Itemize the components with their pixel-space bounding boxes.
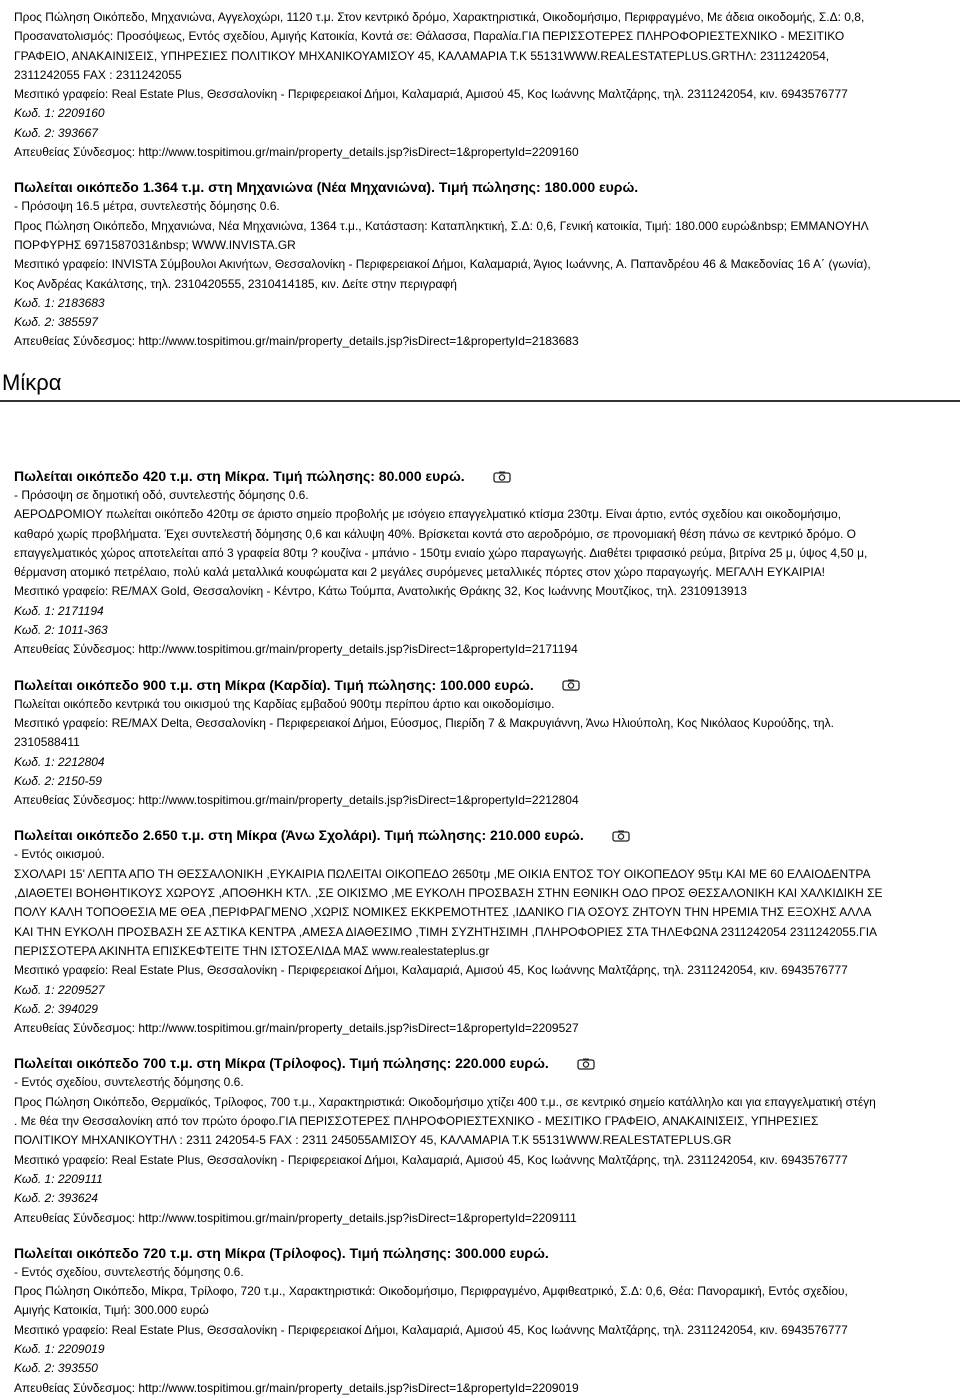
- listing-text-line: - Εντός σχεδίου, συντελεστής δόμησης 0.6.: [14, 1264, 244, 1279]
- listing: [14, 466, 944, 660]
- code-2: Κωδ. 2: 394029: [14, 1001, 98, 1016]
- direct-link[interactable]: Απευθείας Σύνδεσμος: http://www.tospitimou.gr/main/property_details.jsp?isDirect=1&propertyId=2209019: [14, 1380, 579, 1395]
- agency-line: Μεσιτικό γραφείο: Real Estate Plus, Θεσσαλονίκη - Περιφερειακοί Δήμοι, Καλαμαριά, Αμισού 45, Κος Ιωάννης Μαλτζάρης, τηλ. 2311242054, κιν. 6943576777: [14, 87, 848, 102]
- listing-text-line: Προς Πώληση Οικόπεδο, Μηχανιώνα, Νέα Μηχανιώνα, 1364 τ.μ., Κατάσταση: Καταπληκτική, Σ.Δ: 0,6, Γενική κατοικία, Τιμή: 180.000 ευρώ&nbsp; ΕΜΜΑΝΟΥΗΛ: [14, 218, 869, 233]
- direct-link[interactable]: Απευθείας Σύνδεσμος: http://www.tospitimou.gr/main/property_details.jsp?isDirect=1&propertyId=2209111: [14, 1210, 577, 1225]
- listing-mechaniona: [14, 177, 944, 351]
- agency-line: Μεσιτικό γραφείο: RE/MAX Delta, Θεσσαλονίκη - Περιφερειακοί Δήμοι, Εύοσμος, Πιερίδη 7 & Μακρυγιάννη, Άνω Ηλιούπολη, Κος Νικόλαος Κυρούδης, τηλ.: [14, 715, 834, 730]
- listing-text-line: θέρμανση ατομικό πετρέλαιο, πολύ καλά μεταλλικά κουφώματα και 2 μεγάλες συρόμενες μεταλλικές πόρτες στον χώρο παραγωγής. ΜΕΓΑΛΗ ΕΥΚΑΙΡΙΑ!: [14, 565, 825, 580]
- section-heading-mikra: [0, 368, 960, 398]
- code-2: Κωδ. 2: 393550: [14, 1361, 98, 1376]
- listing-text-line: ΑΕΡΟΔΡΟΜΙΟΥ πωλείται οικόπεδο 420τμ σε άριστο σημείο προβολής με ισόγειο επαγγελματικό κτίσμα 230τμ. Είναι άρτιο, εντός σχεδίου και οικοδομήσιμο,: [14, 507, 842, 522]
- listing-text-line: - Εντός οικισμού.: [14, 847, 105, 862]
- listing-text-line: Προς Πώληση Οικόπεδο, Μηχανιώνα, Αγγελοχώρι, 1120 τ.μ. Στον κεντρικό δρόμο, Χαρακτηριστικά, Οικοδομήσιμο, Περιφραγμένο, Με άδεια οικοδομής, Σ.Δ: 0,8,: [14, 10, 865, 24]
- listing-text-line: ΠΟΛΥ ΚΑΛΗ ΤΟΠΟΘΕΣΙΑ ΜΕ ΘΕΑ ,ΠΕΡΙΦΡΑΓΜΕΝΟ ,ΧΩΡΙΣ ΝΟΜΙΚΕΣ ΕΚΚΡΕΜΟΤΗΤΕΣ ,ΙΔΑΝΙΚΟ ΓΙΑ ΟΣΟΥΣ ΖΗΤΟΥΝ ΤΗΝ ΗΡΕΜΙΑ ΤΗΣ ΕΞΟΧΗΣ ΑΛΛΑ: [14, 905, 872, 920]
- direct-link[interactable]: Απευθείας Σύνδεσμος: http://www.tospitimou.gr/main/property_details.jsp?isDirect=1&propertyId=2209527: [14, 1021, 579, 1036]
- listing-title[interactable]: Πωλείται οικόπεδο 2.650 τ.μ. στη Μίκρα (Άνω Σχολάρι). Τιμή πώλησης: 210.000 ευρώ.: [14, 827, 584, 844]
- listing: [14, 825, 944, 1038]
- listing-text-line: ΣΧΟΛΑΡΙ 15' ΛΕΠΤΑ ΑΠΟ ΤΗ ΘΕΣΣΑΛΟΝΙΚΗ ,ΕΥΚΑΙΡΙΑ ΠΩΛΕΙΤΑΙ ΟΙΚΟΠΕΔΟ 2650τμ ,ΜΕ ΟΙΚΙΑ ΕΝΤΟΣ ΤΟΥ ΟΙΚΟΠΕΔΟΥ 95τμ ΚΑΙ ΜΕ 60 ΕΛΑΙΟΔΕΝΤΡΑ: [14, 866, 871, 881]
- code-1: Κωδ. 1: 2209111: [14, 1171, 103, 1186]
- listing-title[interactable]: Πωλείται οικόπεδο 900 τ.μ. στη Μίκρα (Καρδία). Τιμή πώλησης: 100.000 ευρώ.: [14, 676, 534, 693]
- code-1: Κωδ. 1: 2183683: [14, 295, 105, 310]
- listing-text-line: Προς Πώληση Οικόπεδο, Μίκρα, Τρίλοφο, 720 τ.μ., Χαρακτηριστικά: Οικοδομήσιμο, Περιφραγμένο, Αμφιθεατρικό, Σ.Δ: 0,6, Θέα: Πανοραμική, Εντός σχεδίου,: [14, 1284, 848, 1299]
- listing-text-line: ΓΡΑΦΕΙΟ, ΑΝΑΚΑΙΝΙΣΕΙΣ, ΥΠΗΡΕΣΙΕΣ ΠΟΛΙΤΙΚΟΥ ΜΗΧΑΝΙΚΟΥΑΜΙΣΟΥ 45, ΚΑΛΑΜΑΡΙΑ Τ.Κ 55131WWW.REALESTATEPLUS.GRΤΗΛ: 2311242054,: [14, 48, 830, 63]
- code-2: Κωδ. 2: 385597: [14, 315, 98, 330]
- listing-title[interactable]: Πωλείται οικόπεδο 720 τ.μ. στη Μίκρα (Τρίλοφος). Τιμή πώλησης: 300.000 ευρώ.: [14, 1244, 549, 1261]
- camera-icon[interactable]: [493, 471, 511, 483]
- code-2: Κωδ. 2: 2150-59: [14, 773, 102, 788]
- listing-text-line: Αμιγής Κατοικία, Τιμή: 300.000 ευρώ: [14, 1303, 209, 1318]
- listing-text-line: ΠΟΡΦΥΡΗΣ 6971587031&nbsp; WWW.INVISTA.GR: [14, 237, 296, 252]
- listing-title[interactable]: Πωλείται οικόπεδο 420 τ.μ. στη Μίκρα. Τιμή πώλησης: 80.000 ευρώ.: [14, 468, 465, 484]
- agency-line: Μεσιτικό γραφείο: Real Estate Plus, Θεσσαλονίκη - Περιφερειακοί Δήμοι, Καλαμαριά, Αμισού 45, Κος Ιωάννης Μαλτζάρης, τηλ. 2311242054, κιν. 6943576777: [14, 1322, 848, 1337]
- listing-text-line: - Πρόσοψη σε δημοτική οδό, συντελεστής δόμησης 0.6.: [14, 488, 309, 502]
- listings-mikra: [14, 466, 944, 1398]
- listing-text-line: - Πρόσοψη 16.5 μέτρα, συντελεστής δόμησης 0.6.: [14, 199, 280, 214]
- agency-line: Μεσιτικό γραφείο: Real Estate Plus, Θεσσαλονίκη - Περιφερειακοί Δήμοι, Καλαμαριά, Αμισού 45, Κος Ιωάννης Μαλτζάρης, τηλ. 2311242054, κιν. 6943576777: [14, 1152, 848, 1167]
- code-1: Κωδ. 1: 2171194: [14, 603, 104, 618]
- listing-title[interactable]: Πωλείται οικόπεδο 700 τ.μ. στη Μίκρα (Τρίλοφος). Τιμή πώλησης: 220.000 ευρώ.: [14, 1055, 549, 1072]
- direct-link[interactable]: Απευθείας Σύνδεσμος: http://www.tospitimou.gr/main/property_details.jsp?isDirect=1&propertyId=2171194: [14, 642, 578, 657]
- camera-icon[interactable]: [577, 1058, 595, 1070]
- listing-text-line: - Εντός σχεδίου, συντελεστής δόμησης 0.6.: [14, 1075, 244, 1090]
- listing: [14, 1053, 944, 1227]
- listing-continuation: [14, 8, 944, 162]
- listing-title[interactable]: Πωλείται οικόπεδο 1.364 τ.μ. στη Μηχανιώνα (Νέα Μηχανιώνα). Τιμή πώλησης: 180.000 ευρώ.: [14, 179, 639, 196]
- code-2: Κωδ. 2: 393667: [14, 125, 98, 140]
- code-2: Κωδ. 2: 1011-363: [14, 623, 108, 638]
- code-1: Κωδ. 1: 2212804: [14, 754, 105, 769]
- agency-line: Μεσιτικό γραφείο: Real Estate Plus, Θεσσαλονίκη - Περιφερειακοί Δήμοι, Καλαμαριά, Αμισού 45, Κος Ιωάννης Μαλτζάρης, τηλ. 2311242054, κιν. 6943576777: [14, 963, 848, 978]
- code-1: Κωδ. 1: 2209019: [14, 1341, 105, 1356]
- listing-text-line: Προσανατολισμός: Προσόψεως, Εντός σχεδίου, Αμιγής Κατοικία, Κοντά σε: Θάλασσα, Παραλία.ΓΙΑ ΠΕΡΙΣΣΟΤΕΡΕΣ ΠΛΗΡΟΦΟΡΙΕΣΤΕΧΝΙΚΟ - ΜΕΣΙΤΙΚΟ: [14, 29, 845, 44]
- code-1: Κωδ. 1: 2209527: [14, 982, 105, 997]
- listing-text-line: ΠΕΡΙΣΣΟΤΕΡΑ ΑΚΙΝΗΤΑ ΕΠΙΣΚΕΦΤΕΙΤΕ ΤΗΝ ΙΣΤΟΣΕΛΙΔΑ ΜΑΣ www.realestateplus.gr: [14, 943, 490, 958]
- listing-text-line: Πωλείται οικόπεδο κεντρικά του οικισμού της Καρδίας εμβαδού 900τμ περίπου άρτιο και οικοδομίσιμο.: [14, 696, 555, 711]
- listing-text-line: επαγγελματικός χώρος αποτελείται από 3 γραφεία 80τμ ? κουζίνα - μπάνιο - 150τμ ενιαίο χώρο παραγωγής. Διαθέτει τριφασικό ρεύμα, βιτρίνα 25 μ, ύψος 4,50 μ,: [14, 545, 868, 560]
- code-1: Κωδ. 1: 2209160: [14, 106, 105, 121]
- listing-text-line: Προς Πώληση Οικόπεδο, Θερμαϊκός, Τρίλοφος, 700 τ.μ., Χαρακτηριστικά: Οικοδομήσιμο χτίζει 400 τ.μ., σε κεντρικό σημείο κατάλληλο και για επαγγελματική στέγη: [14, 1094, 876, 1109]
- direct-link[interactable]: Απευθείας Σύνδεσμος: http://www.tospitimou.gr/main/property_details.jsp?isDirect=1&propertyId=2183683: [14, 334, 579, 349]
- agency-line: 2310588411: [14, 735, 80, 750]
- document-page: [14, 8, 944, 352]
- agency-line: Μεσιτικό γραφείο: INVISTA Σύμβουλοι Ακινήτων, Θεσσαλονίκη - Περιφερειακοί Δήμοι, Καλαμαριά, Άγιος Ιωάννης, Α. Παπανδρέου 46 & Μακεδονίας 16 Α΄ (γωνία),: [14, 257, 871, 272]
- listing-text-line: ΚΑΙ ΤΗΝ ΕΥΚΟΛΗ ΠΡΟΣΒΑΣΗ ΣΕ ΑΣΤΙΚΑ ΚΕΝΤΡΑ ,ΑΜΕΣΑ ΔΙΑΘΕΣΙΜΟ ,ΤΙΜΗ ΣΥΖΗΤΗΣΙΜΗ ,ΠΛΗΡΟΦΟΡΙΕΣ ΣΤΑ ΤΗΛΕΦΩΝΑ 2311242054 2311242055.ΓΙΑ: [14, 924, 878, 939]
- section-divider: [0, 400, 960, 402]
- direct-link[interactable]: Απευθείας Σύνδεσμος: http://www.tospitimou.gr/main/property_details.jsp?isDirect=1&propertyId=2212804: [14, 793, 579, 808]
- section-title: Μίκρα: [2, 370, 62, 395]
- camera-icon[interactable]: [562, 679, 580, 691]
- listing-text-line: ,ΔΙΑΘΕΤΕΙ ΒΟΗΘΗΤΙΚΟΥΣ ΧΩΡΟΥΣ ,ΑΠΟΘΗΚΗ ΚΤΛ. ,ΣΕ ΟΙΚΙΣΜΟ ,ΜΕ ΕΥΚΟΛΗ ΠΡΟΣΒΑΣΗ ΣΤΗΝ ΕΘΝΙΚΗ ΟΔΟ ΠΡΟΣ ΘΕΣΣΑΛΟΝΙΚΗ ΚΑΙ ΧΑΛΚΙΔΙΚΗ ΣΕ: [14, 886, 883, 901]
- listing-text-line: 2311242055 FAX : 2311242055: [14, 67, 182, 82]
- camera-icon[interactable]: [612, 830, 630, 842]
- direct-link[interactable]: Απευθείας Σύνδεσμος: http://www.tospitimou.gr/main/property_details.jsp?isDirect=1&propertyId=2209160: [14, 145, 579, 160]
- listing-text-line: . Με θέα την Θεσσαλονίκη από τον πρώτο όροφο.ΓΙΑ ΠΕΡΙΣΣΟΤΕΡΕΣ ΠΛΗΡΟΦΟΡΙΕΣΤΕΧΝΙΚΟ - ΜΕΣΙΤΙΚΟ ΓΡΑΦΕΙΟ, ΑΝΑΚΑΙΝΙΣΕΙΣ, ΥΠΗΡΕΣΙΕΣ: [14, 1114, 819, 1129]
- agency-line: Μεσιτικό γραφείο: RE/MAX Gold, Θεσσαλονίκη - Κέντρο, Κάτω Τούμπα, Ανατολικής Θράκης 32, Κος Ιωάννης Μουτζίκος, τηλ. 2310913913: [14, 584, 747, 599]
- listing: [14, 1243, 944, 1398]
- listing: [14, 675, 944, 811]
- listing-text-line: ΠΟΛΙΤΙΚΟΥ ΜΗΧΑΝΙΚΟΥΤΗΛ : 2311 242054-5 FAX : 2311 245055ΑΜΙΣΟΥ 45, ΚΑΛΑΜΑΡΙΑ Τ.Κ 55131WWW.REALESTATEPLUS.GR: [14, 1133, 732, 1148]
- agency-line: Κος Ανδρέας Κακάλτσης, τηλ. 2310420555, 2310414185, κιν. Δείτε στην περιγραφή: [14, 276, 457, 291]
- code-2: Κωδ. 2: 393624: [14, 1191, 98, 1206]
- listing-text-line: καθαρό χωρίς προβλήματα. Έχει συντελεστή δόμησης 0,6 και κάλυψη 40%. Βρίσκεται κοντά στο αεροδρόμιο, σε προνομιακή θέση πάνω σε κεντρικό δρόμο. Ο: [14, 526, 857, 541]
